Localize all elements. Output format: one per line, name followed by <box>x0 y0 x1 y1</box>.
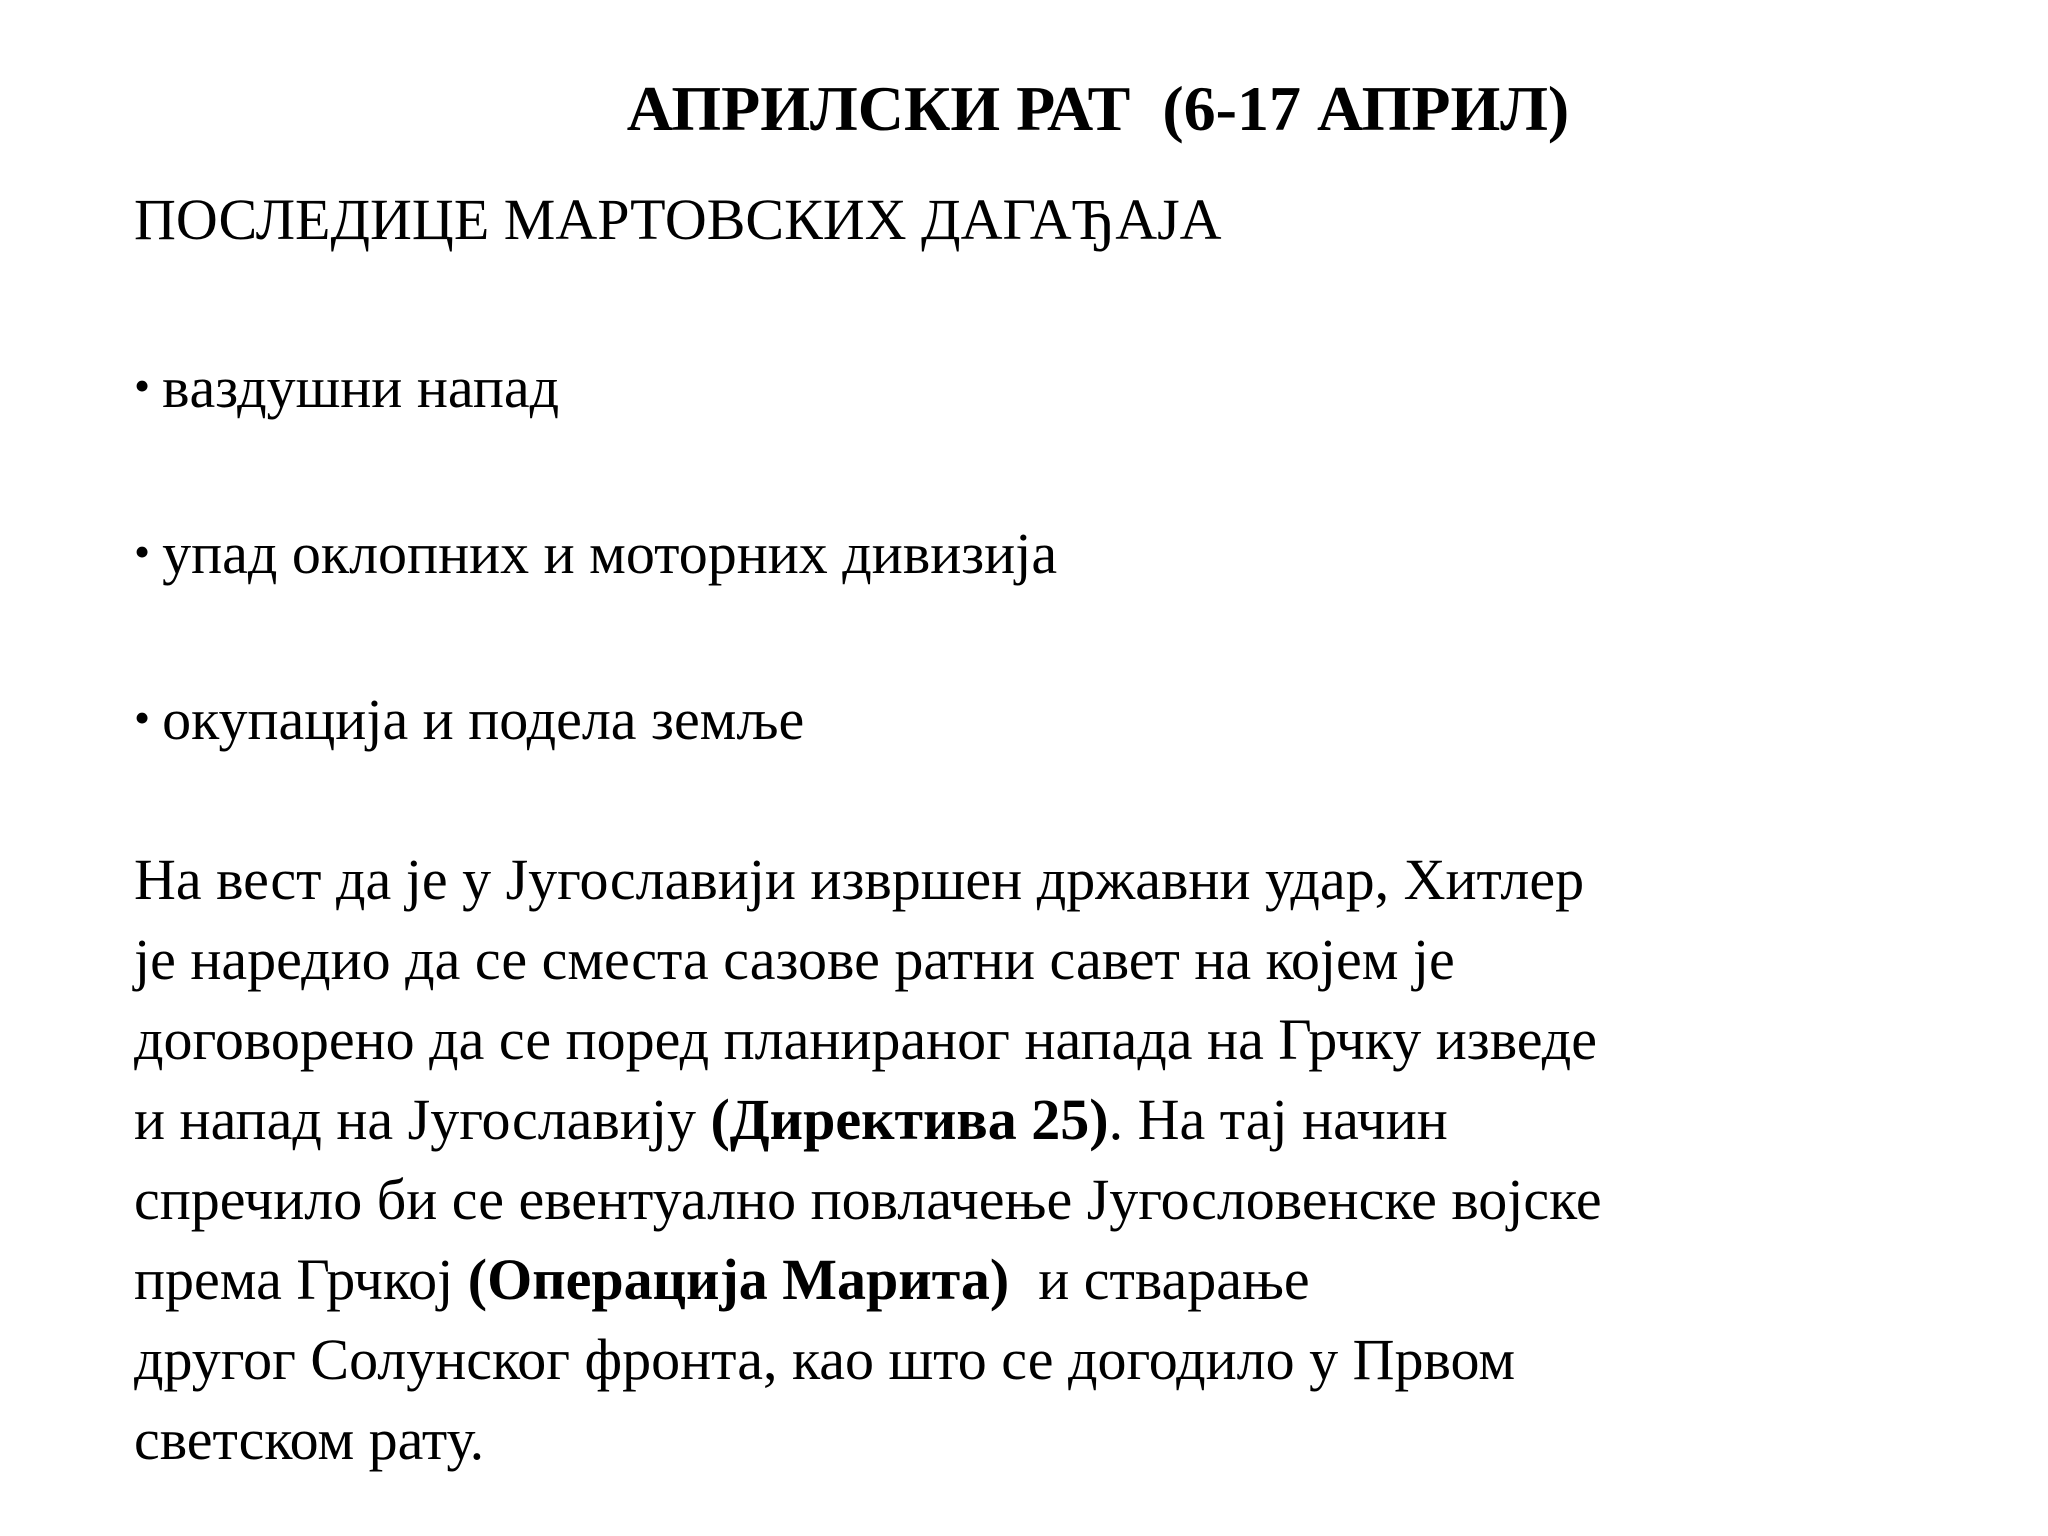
bullet-dot-icon: • <box>134 360 151 411</box>
paragraph-line: другог Солунског фронта, као што се догодило у Првом <box>134 1327 1516 1392</box>
paragraph-line: светском рату. <box>134 1407 485 1472</box>
bullet-item-armored-invasion <box>134 512 1057 678</box>
directive-25-emphasis: (Директива 25) <box>710 1087 1109 1152</box>
slide-title: АПРИЛСКИ РАТ (6-17 АПРИЛ) <box>626 73 1570 144</box>
bullet-item-occupation <box>134 678 1057 844</box>
paragraph-line: На вест да је у Југославији извршен државни удар, Хитлер <box>134 847 1585 912</box>
bullet-dot-icon: • <box>134 526 151 577</box>
bullet-text: окупација и подела земље <box>162 687 805 752</box>
bullet-item-air-attack <box>134 346 1057 512</box>
bullet-dot-icon: • <box>134 692 151 743</box>
paragraph-line: је наредио да се сместа сазове ратни савет на којем је <box>134 927 1455 992</box>
slide-subtitle: ПОСЛЕДИЦЕ МАРТОВСКИХ ДАГАЂАЈА <box>134 187 1222 252</box>
body-paragraph <box>134 840 1994 1480</box>
paragraph-text: и напад на Југославију <box>134 1087 711 1152</box>
paragraph-text: према Грчкој <box>134 1247 468 1312</box>
paragraph-line <box>134 1240 1994 1320</box>
paragraph-text: и стварање <box>1009 1247 1310 1312</box>
bullet-text: вaздушни напад <box>162 355 560 420</box>
paragraph-text: . На тај начин <box>1108 1087 1448 1152</box>
paragraph-line: спречило би се евентуално повлачење Југословенске војске <box>134 1167 1602 1232</box>
bullet-list <box>134 346 1057 844</box>
operation-marita-emphasis: (Операција Марита) <box>467 1247 1010 1312</box>
bullet-text: упад оклопних и моторних дивизија <box>162 521 1058 586</box>
paragraph-line: договорено да се поред планираног напада на Грчку изведе <box>134 1007 1597 1072</box>
paragraph-line <box>134 1080 1994 1160</box>
